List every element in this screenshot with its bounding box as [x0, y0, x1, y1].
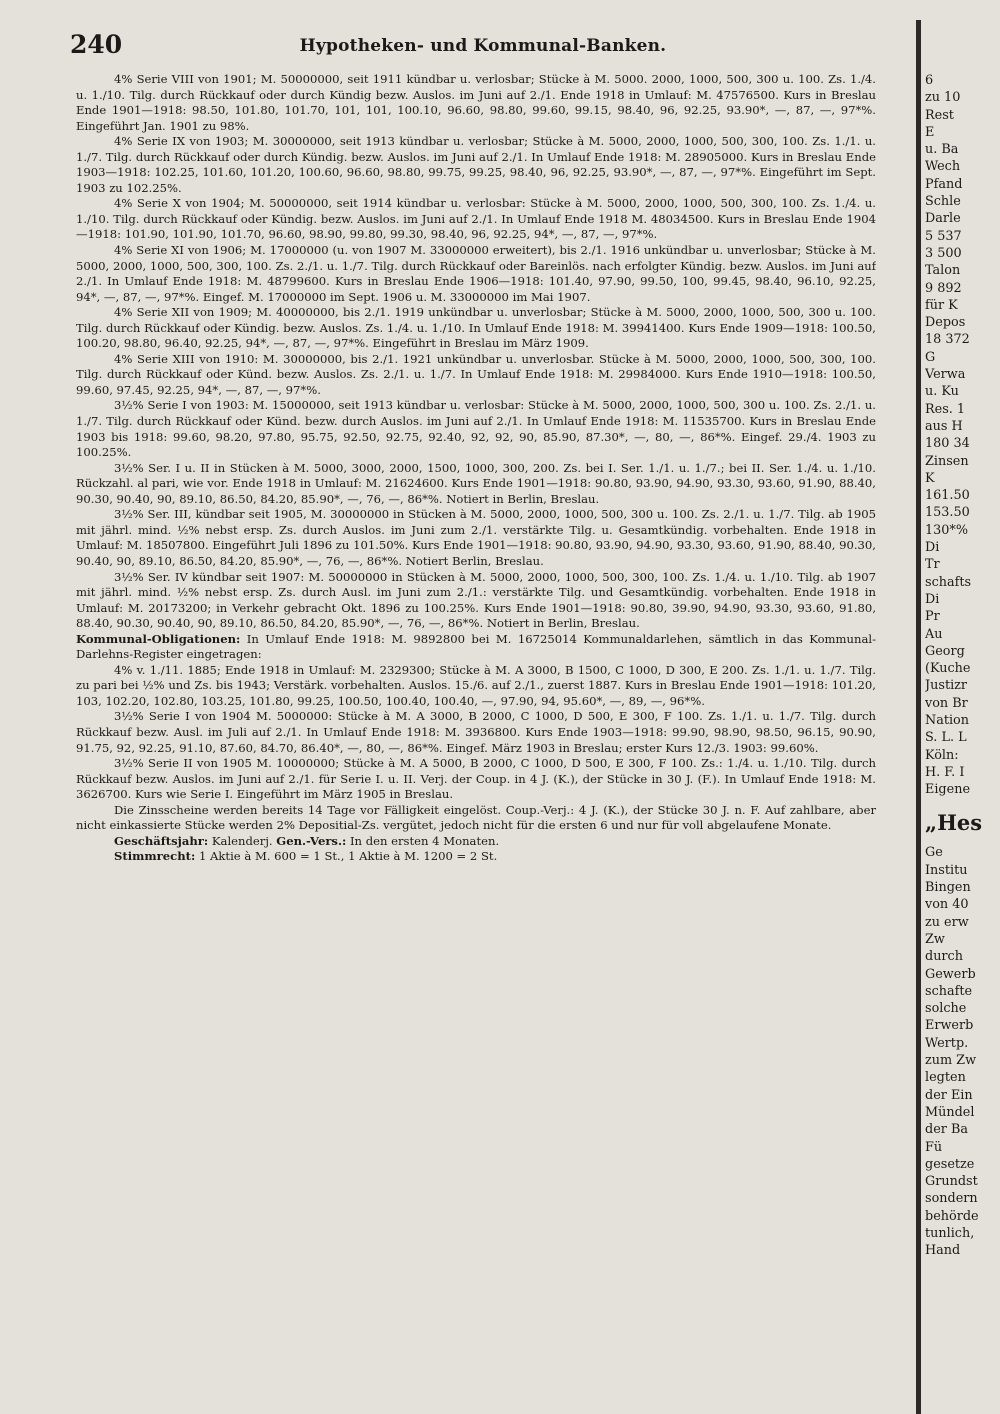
genvers-value: In den ersten 4 Monaten. — [349, 833, 500, 848]
fragment-line: Di — [925, 591, 940, 607]
page-header — [68, 30, 898, 62]
fragment-line: Pr — [925, 609, 940, 625]
fragment-line: Georg — [925, 643, 965, 659]
paragraph-serie-xiii: 4% Serie XIII von 1910: M. 30000000, bis 2./1. 1921 unkündbar u. unverlosbar. Stücke à M. 5000, 2000, 1000, 500, 300, 100. Tilg. durch Rückkauf oder Künd. bezw. Auslos. Zs. 2./1. u. 1./7. In Umlauf Ende 1918: M. 29984000. Kurs Ende 1910—1918: 100.50, 99.60, 97.45, 92.25, 94*, —, 87, —, 97*%. — [76, 351, 876, 397]
fragment-line: Rest — [925, 107, 954, 123]
fragment-line: K — [925, 470, 935, 486]
fragment-line: Fü — [925, 1139, 943, 1155]
paragraph-meta — [76, 834, 876, 850]
fragment-line: 3 500 — [925, 245, 962, 261]
paragraph-serie-viii: 4% Serie VIII von 1901; M. 50000000, seit 1911 kündbar u. verlosbar; Stücke à M. 5000. 2000, 1000, 500, 300 u. 100. Zs. 1./4. u. 1./10. Tilg. durch Rückkauf oder durch Kündig bezw. Auslos. im Juni auf 2./1. Ende 1918 in Umlauf: M. 47576500. Kurs in Breslau Ende 1901—1918: 98.50, 101.80, 101.70, 101, 101, 100.10, 96.60, 98.80, 99.60, 99.15, 98.40, 96, 92.25, 93.90*, —, 87, —, 97*%. Eingeführt Jan. 1901 zu 98%. — [76, 72, 876, 133]
fragment-line: Au — [925, 626, 943, 642]
stimmrecht-label: Stimmrecht: — [114, 849, 196, 864]
page-number: 240 — [70, 30, 123, 59]
fragment-line: (Kuche — [925, 661, 971, 677]
fragment-line: Justizr — [925, 678, 968, 694]
fragment-line: Zw — [925, 931, 945, 947]
fragment-line: Depos — [925, 315, 966, 331]
paragraph-serie-xii: 4% Serie XII von 1909; M. 40000000, bis 2./1. 1919 unkündbar u. unverlosbar; Stücke à M. 5000, 2000, 1000, 500, 300 u. 100. Tilg. durch Rückkauf oder Kündig. bezw. Auslos. Zs. 1./4. u. 1./10. In Umlauf Ende 1918: M. 39941400. Kurs Ende 1909—1918: 100.50, 100.20, 98.80, 96.40, 92.25, 94*, —, 87, —, 97*%. Eingeführt in Breslau im März 1909. — [76, 305, 876, 351]
adjacent-column-fragment — [925, 72, 1000, 1402]
genvers-label: Gen.-Vers.: — [276, 833, 347, 848]
fragment-line: Schle — [925, 194, 961, 210]
stimmrecht-value: 1 Aktie à M. 600 = 1 St., 1 Aktie à M. 1200 = 2 St. — [198, 849, 498, 864]
paragraph-serie-iv: 3½% Ser. IV kündbar seit 1907: M. 50000000 in Stücken à M. 5000, 2000, 1000, 500, 300, 100. Zs. 1./4. u. 1./10. Tilg. ab 1907 mit jährl. mind. ½% nebst ersp. Zs. durch Ausl. im Juni zum 2./1.: verstärkte Tilg. und Gesamtkündig. vorbehalten. Ende 1918 in Umlauf: M. 20173200; in Verkehr gebracht Okt. 1896 zu 100.25%. Kurs Ende 1901—1918: 90.80, 39.90, 94.90, 93.30, 93.60, 91.80, 88.40, 90.30, 90.40, 90, 89.10, 86.50, 84.20, 85.90*, —, 76, —, 86*%. Notiert in Berlin, Breslau. — [76, 569, 876, 631]
fragment-line: sondern — [925, 1191, 978, 1207]
fragment-line: Grundst — [925, 1174, 978, 1190]
fragment-line: Tr — [925, 557, 940, 573]
geschaeftsjahr-label: Geschäftsjahr: — [114, 833, 209, 848]
fragment-line: zu erw — [925, 914, 969, 930]
paragraph-stimmrecht — [76, 849, 876, 865]
fragment-line: u. Ba — [925, 142, 959, 158]
fragment-line: Darle — [925, 211, 961, 227]
fragment-line: Di — [925, 540, 940, 556]
paragraph-serie-ix: 4% Serie IX von 1903; M. 30000000, seit 1913 kündbar u. verlosbar; Stücke à M. 5000, 2000, 1000, 500, 300, 100. Zs. 1./1. u. 1./7. Tilg. durch Rückkauf oder durch Kündig. bezw. Auslos. im Juni auf 2./1. In Umlauf Ende 1918: M. 28905000. Kurs in Breslau Ende 1903—1918: 102.25, 101.60, 101.20, 100.60, 96.60, 98.80, 99.75, 99.25, 98.40, 96, 92.25, 93.90*, —, 87, —, 97*%. Eingeführt im Sept. 1903 zu 102.25%. — [76, 134, 876, 195]
paragraph-serie-i-3half: 3½% Serie I von 1903: M. 15000000, seit 1913 kündbar u. verlosbar: Stücke à M. 5000, 2000, 1000, 500, 300 u. 100. Zs. 2./1. u. 1./7. Tilg. durch Rückkauf oder Künd. bezw. durch Auslos. im Juni auf 2./1. In Umlauf Ende 1918: M. 11535700. Kurs in Breslau Ende 1903 bis 1918: 99.60, 98.20, 97.80, 95.75, 92.50, 92.75, 92.40, 92, 92, 90, 85.90, 87.30*, —, 80, —, 86*%. Eingef. 29./4. 1903 zu 100.25%. — [76, 398, 876, 460]
fragment-line: schafte — [925, 983, 973, 999]
paragraph-serie-iii: 3½% Ser. III, kündbar seit 1905, M. 30000000 in Stücken à M. 5000, 2000, 1000, 500, 300 u. 100. Zs. 2./1. u. 1./7. Tilg. ab 1905 mit jährl. mind. ½% nebst ersp. Zs. durch Auslos. im Juni zum 2./1. verstärkte Tilg. u. Gesamtkündig. vorbehalten. Ende 1918 in Umlauf: M. 18507800. Eingeführt Juli 1896 zu 101.50%. Kurs Ende 1901—1918: 90.80, 93.90, 94.90, 93.30, 93.60, 91.90, 88.40, 90.30, 90.40, 90, 89.10, 86.50, 84.20, 85.90*, —, 76, —, 86*%. Notiert Berlin, Breslau. — [76, 507, 876, 568]
fragment-line: für K — [925, 297, 958, 313]
fragment-line: gesetze — [925, 1156, 975, 1172]
fragment-line: 5 537 — [925, 228, 962, 244]
kommunal-heading: Kommunal-Obligationen: — [76, 631, 241, 646]
running-head: Hypotheken- und Kommunal-Banken. — [299, 36, 667, 56]
fragment-line: 9 892 — [925, 280, 962, 296]
fragment-line: Talon — [925, 263, 961, 279]
fragment-line: 18 372 — [925, 332, 970, 348]
paragraph-kommunal-serie-ii: 3½% Serie II von 1905 M. 10000000; Stücke à M. A 5000, B 2000, C 1000, D 500, E 300, F 100. Zs.: 1./4. u. 1./10. Tilg. durch Rückkauf bezw. Auslos. im Juni auf 2./1. für Serie I. u. II. Verj. der Coup. in 4 J. (K.), der Stücke in 30 J. (F.). In Umlauf Ende 1918: M. 3626700. Kurs wie Serie I. Eingeführt im März 1905 in Breslau. — [76, 756, 876, 802]
geschaeftsjahr-value: Kalenderj. — [211, 833, 273, 848]
fragment-line: legten — [925, 1070, 966, 1086]
fragment-line: G — [925, 349, 936, 365]
fragment-line: H. F. I — [925, 764, 965, 780]
fragment-line: tunlich, — [925, 1226, 975, 1241]
fragment-line: Wertp. — [925, 1035, 969, 1051]
fragment-line: von Br — [925, 695, 968, 711]
fragment-line: solche — [925, 1001, 967, 1017]
paragraph-coupons: Die Zinsscheine werden bereits 14 Tage vor Fälligkeit eingelöst. Coup.-Verj.: 4 J. (K.), der Stücke 30 J. n. F. Auf zahlbare, aber nicht einkassierte Stücke werden 2% Depositial-Zs. vergütet, jedoch nicht für die ersten 6 und nur für voll abgelaufene Monate. — [76, 802, 876, 833]
column-divider — [916, 20, 921, 1414]
paragraph-serie-i-ii: 3½% Ser. I u. II in Stücken à M. 5000, 3000, 2000, 1500, 1000, 300, 200. Zs. bei I. Ser. 1./1. u. 1./7.; bei II. Ser. 1./4. u. 1./10. Rückzahl. al pari, wie vor. Ende 1918 in Umlauf: M. 21624600. Kurs Ende 1901—1918: 90.80, 93.90, 94.90, 93.30, 93.60, 91.90, 88.40, 90.30, 90.40, 90, 89.10, 86.50, 84.20, 85.90*, —, 76, —, 86*%. Notiert in Berlin, Breslau. — [76, 460, 876, 506]
fragment-line: durch — [925, 949, 963, 965]
paragraph-serie-x: 4% Serie X von 1904; M. 50000000, seit 1914 kündbar u. verlosbar: Stücke à M. 5000, 2000, 1000, 500, 300, 100. Zs. 1./4. u. 1./10. Tilg. durch Rückkauf oder Kündig. bezw. Auslos. im Juni auf 2./1. In Umlauf Ende 1918 M. 48034500. Kurs in Breslau Ende 1904—1918: 101.90, 101.90, 101.70, 96.60, 98.90, 99.80, 99.30, 98.40, 96, 92.25, 94*, —, 87, —, 97*%. — [76, 196, 876, 242]
fragment-line: Eigene — [925, 782, 971, 798]
fragment-line: Köln: — [925, 747, 959, 763]
fragment-line: Ge — [925, 845, 943, 861]
fragment-line: Gewerb — [925, 966, 976, 982]
fragment-line: 153.50 — [925, 505, 970, 521]
fragment-line: „Hes — [925, 810, 983, 836]
fragment-line: u. Ku — [925, 384, 959, 400]
fragment-line: Hand — [925, 1243, 961, 1259]
kommunal-intro: In Umlauf Ende 1918: M. 9892800 bei M. 16725014 Kommunaldarlehen, sämtlich in das Kommunal-Darlehns-Register eingetragen: — [76, 631, 876, 662]
fragment-line: Pfand — [925, 176, 963, 192]
fragment-line: zum Zw — [925, 1053, 977, 1069]
fragment-line: Mündel — [925, 1104, 975, 1120]
paragraph-serie-xi: 4% Serie XI von 1906; M. 17000000 (u. von 1907 M. 33000000 erweitert), bis 2./1. 1916 unkündbar u. unverlosbar; Stücke à M. 5000, 2000, 1000, 500, 300, 100. Zs. 2./1. u. 1./7. Tilg. durch Rückkauf oder Bareinlös. nach erfolgter Kündig. bezw. Auslos. im Juni auf 2./1. In Umlauf Ende 1918: M. 48799600. Kurs in Breslau Ende 1906—1918: 101.40, 97.90, 99.50, 100, 99.45, 98.40, 96.10, 92.25, 94*, —, 87, —, 97*%. Eingef. M. 17000000 im Sept. 1906 u. M. 33000000 im Mai 1907. — [76, 243, 876, 304]
fragment-line: Res. 1 — [925, 401, 966, 417]
fragment-line: behörde — [925, 1208, 979, 1224]
fragment-line: Verwa — [925, 367, 966, 383]
fragment-line: S. L. L — [925, 730, 967, 746]
fragment-line: Zinsen — [925, 453, 969, 469]
fragment-line: Nation — [925, 712, 970, 728]
fragment-line: 130*% — [925, 522, 968, 538]
paragraph-kommunal-4: 4% v. 1./11. 1885; Ende 1918 in Umlauf: M. 2329300; Stücke à M. A 3000, B 1500, C 1000, D 300, E 200. Zs. 1./1. u. 1./7. Tilg. zu pari bei ½% und Zs. bis 1943; Verstärk. vorbehalten. Auslos. 15./6. auf 2./1., zuerst 1887. Kurs in Breslau Ende 1901—1918: 101.20, 103, 102.20, 102.80, 103.25, 101.80, 99.25, 100.50, 100.40, 100.40, —, 97.90, 94, 95.60*, —, 89, —, 96*%. — [76, 662, 876, 708]
fragment-line: Wech — [925, 159, 961, 175]
fragment-line: der Ein — [925, 1087, 973, 1103]
fragment-line: 180 34 — [925, 436, 970, 452]
fragment-line: von 40 — [925, 897, 969, 913]
fragment-line: schafts — [925, 574, 972, 590]
fragment-line: 161.50 — [925, 488, 970, 504]
fragment-line: Bingen — [925, 880, 971, 896]
kommunal-section — [76, 632, 876, 663]
fragment-line: Institu — [925, 862, 968, 878]
fragment-line: Erwerb — [925, 1018, 974, 1034]
paragraph-kommunal-serie-i: 3½% Serie I von 1904 M. 5000000: Stücke à M. A 3000, B 2000, C 1000, D 500, E 300, F 100. Zs. 1./1. u. 1./7. Tilg. durch Rückkauf bezw. Ausl. im Juli auf 2./1. In Umlauf Ende 1918: M. 3936800. Kurs Ende 1903—1918: 99.90, 98.90, 98.50, 96.15, 90.90, 91.75, 92, 92.25, 91.10, 87.60, 84.70, 86.40*, —, 80, —, 86*%. Eingef. März 1903 in Breslau; erster Kurs 12./3. 1903: 99.60%. — [76, 709, 876, 755]
fragment-line: E — [925, 124, 935, 140]
fragment-line: der Ba — [925, 1122, 968, 1138]
main-column — [76, 72, 876, 1372]
fragment-line: aus H — [925, 418, 963, 434]
fragment-line: zu 10 — [925, 90, 961, 106]
fragment-line: 6 — [925, 73, 934, 88]
